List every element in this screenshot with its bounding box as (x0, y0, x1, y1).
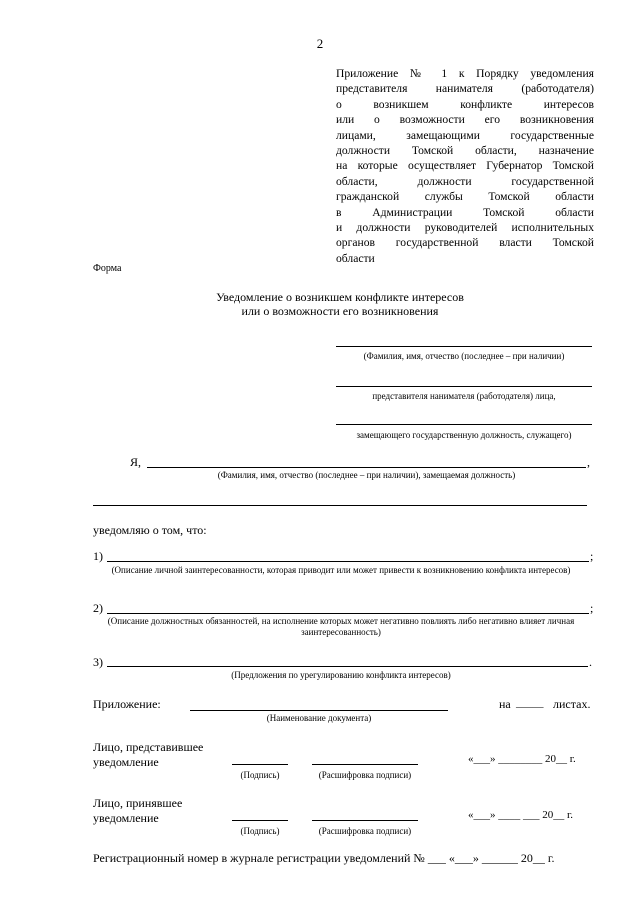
submitter-signature-field[interactable] (232, 764, 288, 765)
item-1-field[interactable] (107, 561, 589, 562)
attachment-sheets-field[interactable]: _____ (516, 697, 544, 709)
appendix-line: о возникшем конфликте интересов (336, 97, 594, 111)
appendix-line: Приложение № 1 к Порядку уведомления (336, 67, 594, 80)
addressee-caption-2: представителя нанимателя (работодателя) лица, (372, 391, 556, 401)
attachment-sheets-label: листах. (553, 697, 591, 711)
receiver-decode-caption: (Расшифровка подписи) (318, 826, 412, 836)
submitter-decode-caption: (Расшифровка подписи) (318, 770, 412, 780)
addressee-name-field[interactable] (336, 346, 592, 347)
item-3-end: . (589, 655, 592, 669)
item-3-caption: (Предложения по урегулированию конфликта интересов) (231, 670, 451, 680)
form-label: Форма (93, 263, 122, 274)
receiver-date-field[interactable]: «___» ____ ___ 20__ г. (468, 809, 574, 821)
item-2-end: ; (590, 601, 594, 615)
item-2-field[interactable] (107, 613, 589, 614)
appendix-reference (336, 66, 594, 266)
document-title (100, 290, 580, 318)
appendix-line: органов государственной власти Томской (336, 236, 594, 250)
receiver-label-1: Лицо, принявшее (93, 796, 183, 810)
attachment-label: Приложение: (93, 697, 161, 711)
addressee-caption-1: (Фамилия, имя, отчество (последнее – при наличии) (363, 351, 565, 361)
item-3-number: 3) (93, 655, 103, 669)
appendix-line: и должности руководителей исполнительных (336, 221, 594, 235)
declarant-caption: (Фамилия, имя, отчество (последнее – при наличии), замещаемая должность) (217, 470, 516, 480)
title-line-1: Уведомление о возникшем конфликте интересов (216, 290, 464, 304)
addressee-position-field[interactable] (336, 386, 592, 387)
appendix-line: должности Томской области, назначение (336, 144, 594, 158)
item-1-number: 1) (93, 549, 103, 563)
item-1-caption: (Описание личной заинтересованности, которая приводит или может привести к возникновению конфликта интересов) (111, 565, 571, 575)
receiver-label-2: уведомление (93, 811, 159, 825)
item-2-number: 2) (93, 601, 103, 615)
declarant-name-field[interactable] (147, 467, 586, 468)
appendix-line: на которые осуществляет Губернатор Томской (336, 159, 594, 173)
attachment-name-field[interactable] (190, 710, 448, 711)
appendix-line: области (336, 251, 375, 265)
submitter-signature-caption: (Подпись) (240, 770, 280, 780)
addressee-role-field[interactable] (336, 424, 592, 425)
addressee-caption-3: замещающего государственную должность, служащего) (356, 430, 572, 440)
receiver-signature-caption: (Подпись) (240, 826, 280, 836)
appendix-line: области, должности государственной (336, 174, 594, 188)
title-line-2: или о возможности его возникновения (241, 304, 439, 318)
submitter-decode-field[interactable] (312, 764, 418, 765)
submitter-label-1: Лицо, представившее (93, 740, 204, 754)
attachment-on: на (499, 697, 511, 711)
receiver-decode-field[interactable] (312, 820, 418, 821)
attachment-caption: (Наименование документа) (266, 713, 372, 723)
appendix-line: или о возможности его возникновения (336, 113, 594, 127)
item-2-caption: (Описание должностных обязанностей, на исполнение которых может негативно повлиять либо негативно влияет личная заинтересованность) (107, 616, 575, 637)
appendix-line: представителя нанимателя (работодателя) (336, 82, 594, 96)
declarant-prefix: Я, (130, 455, 142, 469)
item-1-end: ; (590, 549, 594, 563)
registration-line: Регистрационный номер в журнале регистрации уведомлений № ___ «___» ______ 20__ г. (93, 851, 555, 865)
item-3-field[interactable] (107, 666, 588, 667)
page-number: 2 (316, 36, 324, 51)
appendix-line: лицами, замещающими государственные (336, 128, 594, 142)
submitter-label-2: уведомление (93, 755, 159, 769)
receiver-signature-field[interactable] (232, 820, 288, 821)
appendix-line: в Администрации Томской области (336, 205, 594, 219)
notify-text: уведомляю о том, что: (93, 523, 207, 537)
declarant-extra-field[interactable] (93, 505, 587, 506)
submitter-date-field[interactable]: «___» ________ 20__ г. (468, 753, 576, 765)
appendix-line: гражданской службы Томской области (336, 190, 594, 204)
declarant-suffix: , (587, 455, 590, 469)
